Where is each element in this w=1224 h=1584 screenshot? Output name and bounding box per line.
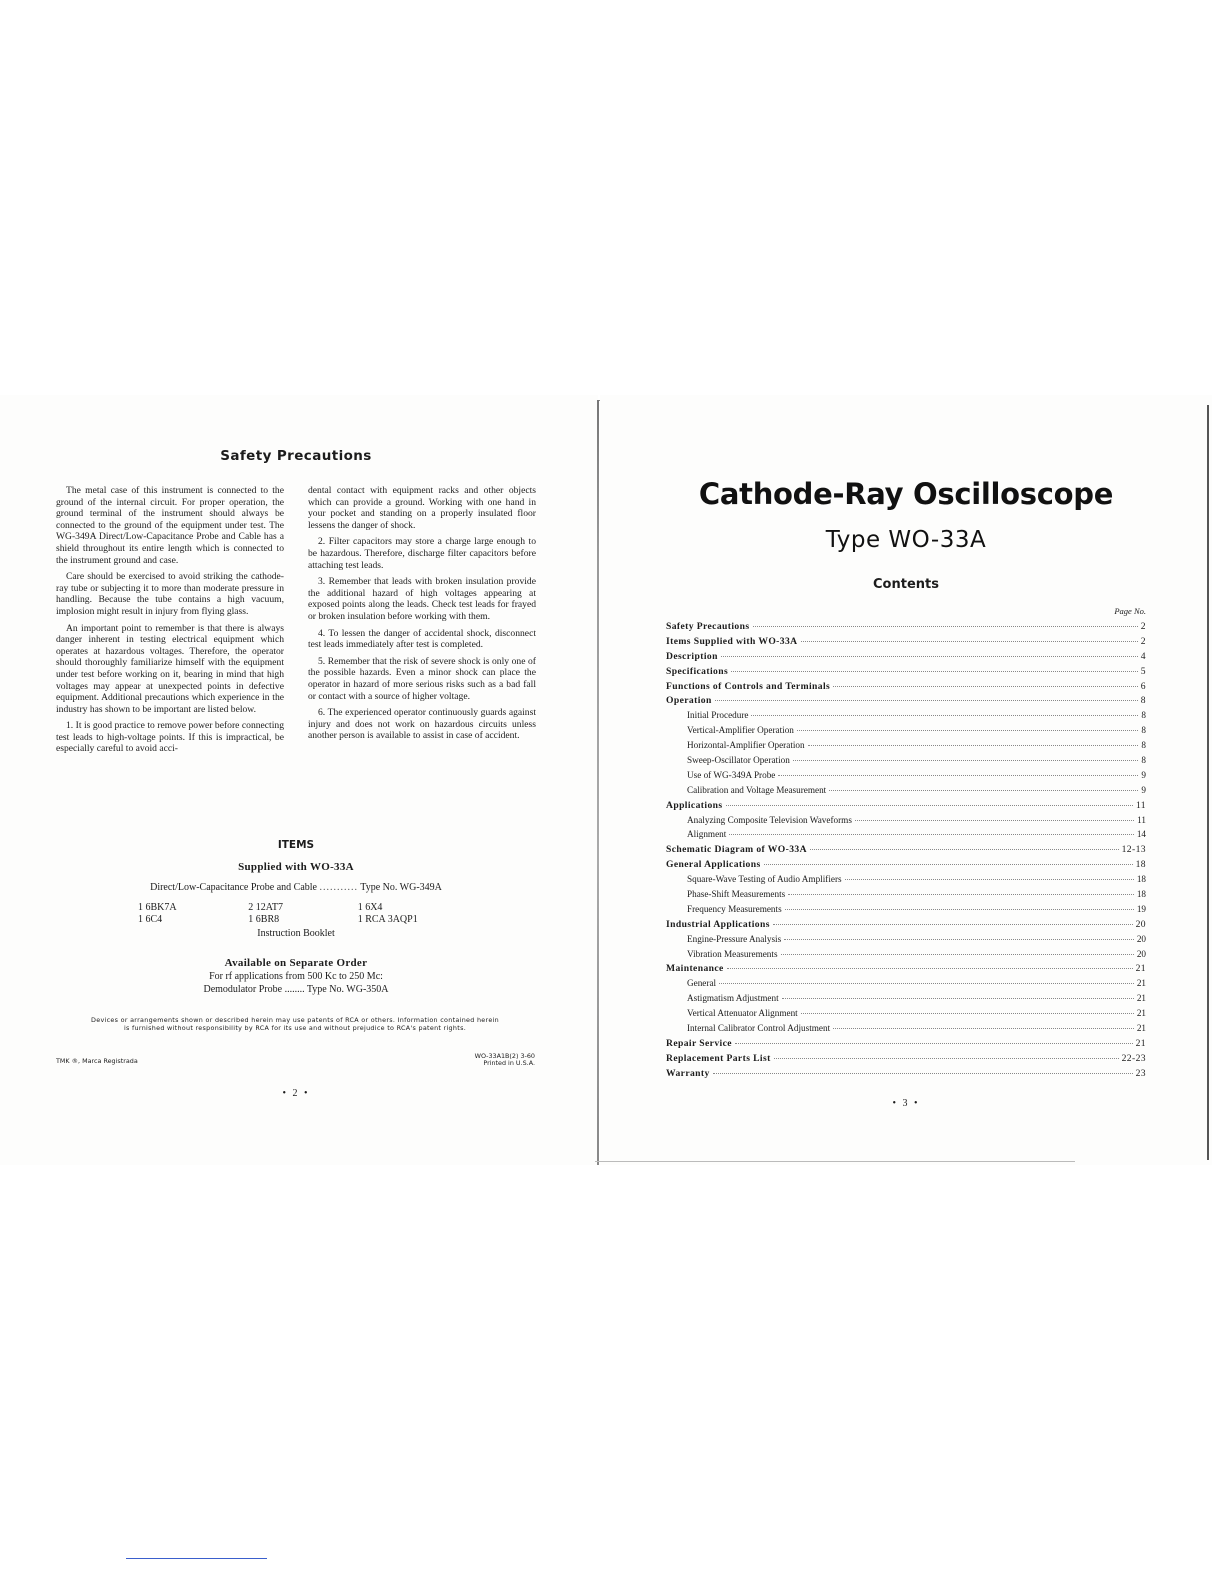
- toc-entry: [666, 963, 1146, 978]
- toc-entry: [666, 725, 1146, 740]
- toc-entry-page: 2: [1140, 635, 1146, 647]
- tube-list: [138, 902, 468, 926]
- page-no-header: Page No.: [1114, 606, 1146, 616]
- toc-entry-label: Sweep-Oscillator Operation: [687, 755, 790, 766]
- toc-entry-label: Schematic Diagram of WO-33A: [666, 844, 807, 856]
- toc-entry-label: Repair Service: [666, 1037, 732, 1049]
- tube-item: 1 6C4: [138, 914, 163, 925]
- toc-entry: [666, 904, 1146, 919]
- document-title: Cathode-Ray Oscilloscope: [698, 477, 1114, 511]
- page-edge-right: [1207, 405, 1209, 1160]
- safety-paragraph: 2. Filter capacitors may store a charge large enough to be hazardous. Therefore, discharge filter capacitors before attaching test leads.: [308, 536, 536, 571]
- toc-entry-label: Engine-Pressure Analysis: [687, 933, 782, 944]
- toc-entry: [666, 889, 1146, 904]
- toc-entry: [666, 800, 1146, 815]
- toc-entry: [666, 740, 1146, 755]
- items-heading: ITEMS: [277, 839, 315, 851]
- toc-leader-dots: [785, 909, 1134, 910]
- toc-entry-page: 8: [1141, 740, 1146, 751]
- toc-entry: [666, 1053, 1146, 1068]
- toc-entry: [666, 919, 1146, 934]
- toc-entry: [666, 993, 1146, 1008]
- toc-leader-dots: [833, 686, 1138, 687]
- toc-leader-dots: [833, 1028, 1134, 1029]
- safety-paragraph: 4. To lessen the danger of accidental shock, disconnect test leads immediately after test is completed.: [308, 627, 536, 651]
- safety-precautions-heading: Safety Precautions: [220, 448, 372, 464]
- toc-leader-dots: [764, 864, 1133, 865]
- toc-entry-page: 18: [1135, 859, 1146, 871]
- toc-entry: [666, 1008, 1146, 1023]
- toc-entry: [666, 770, 1146, 785]
- safety-paragraph: The metal case of this instrument is connected to the ground of the internal circuit. For proper operation, the ground terminal of the instrument should always be connected to the ground of the equipment under test. The WG-349A Direct/Low-Capacitance Probe and Cable has a shield throughout its entire length which is connected to the instrument ground and case.: [56, 485, 284, 566]
- items-section: [0, 839, 592, 893]
- toc-leader-dots: [726, 805, 1133, 806]
- toc-entry-label: Use of WG-349A Probe: [687, 769, 776, 780]
- toc-entry-label: General: [687, 978, 717, 989]
- toc-entry: [666, 710, 1146, 725]
- probe-label: Direct/Low-Capacitance Probe and Cable: [150, 882, 317, 893]
- toc-entry-page: 18: [1136, 889, 1146, 900]
- toc-leader-dots: [781, 954, 1134, 955]
- toc-entry-label: Functions of Controls and Terminals: [666, 680, 831, 692]
- toc-leader-dots: [753, 626, 1138, 627]
- toc-entry-page: 8: [1140, 695, 1146, 707]
- toc-leader-dots: [774, 1058, 1119, 1059]
- page-fold: [597, 400, 599, 1165]
- toc-entry: [666, 1068, 1146, 1083]
- toc-entry-label: Operation: [666, 695, 712, 707]
- toc-leader-dots: [808, 745, 1139, 746]
- toc-entry-label: Safety Precautions: [666, 621, 750, 632]
- toc-leader-dots: [845, 879, 1134, 880]
- toc-entry-label: Industrial Applications: [666, 918, 770, 930]
- safety-paragraph: Care should be exercised to avoid striking the cathode-ray tube or subjecting it to more than moderate pressure in handling. Because the tube contains a high vacuum, implosion might result in injury from flying glass.: [56, 571, 284, 617]
- toc-entry-page: 21: [1136, 993, 1146, 1004]
- toc-entry: [666, 859, 1146, 874]
- toc-leader-dots: [719, 983, 1134, 984]
- toc-entry: [666, 829, 1146, 844]
- toc-entry-page: 21: [1136, 978, 1146, 989]
- toc-entry-page: 4: [1140, 650, 1146, 662]
- toc-entry: [666, 1023, 1146, 1038]
- toc-entry: [666, 695, 1146, 710]
- toc-leader-dots: [731, 671, 1138, 672]
- toc-entry-label: Calibration and Voltage Measurement: [687, 784, 827, 795]
- contents-heading: Contents: [873, 577, 939, 592]
- toc-entry-page: 14: [1136, 829, 1146, 840]
- tube-item: 1 6X4: [357, 902, 383, 913]
- toc-entry: [666, 636, 1146, 651]
- toc-entry-page: 6: [1140, 680, 1146, 692]
- toc-entry-label: Specifications: [666, 665, 729, 677]
- toc-entry-label: Description: [666, 650, 718, 662]
- toc-entry-label: Initial Procedure: [687, 710, 749, 721]
- separate-order-line: For rf applications from 500 Kc to 250 Mc:: [209, 971, 383, 982]
- toc-entry: [666, 785, 1146, 800]
- trademark-note: TMK ®, Marca Registrada: [56, 1057, 138, 1065]
- toc-entry-page: 20: [1136, 933, 1146, 944]
- underline-mark: [126, 1558, 267, 1559]
- tube-item: 1 6BK7A: [138, 902, 177, 913]
- toc-leader-dots: [788, 894, 1134, 895]
- toc-leader-dots: [715, 700, 1138, 701]
- toc-entry: [666, 978, 1146, 993]
- toc-entry-label: Phase-Shift Measurements: [687, 889, 786, 900]
- page-left: [0, 395, 598, 1165]
- toc-entry-label: General Applications: [666, 859, 761, 871]
- instruction-booklet-item: Instruction Booklet: [257, 928, 335, 939]
- toc-leader-dots: [782, 998, 1134, 999]
- toc-entry-page: 2: [1140, 621, 1146, 632]
- safety-paragraph: An important point to remember is that there is always danger inherent in testing electrical equipment which operates at hazardous voltages. Therefore, the operator should thoroughly familiarize himself with the equipment under test before working on it, bearing in mind that high voltages may appear at unexpected points in defective equipment. Additional precautions which experience in the industry has shown to be important are listed below.: [56, 622, 284, 715]
- safety-column-2: [308, 485, 536, 747]
- toc-entry-page: 8: [1141, 725, 1146, 736]
- toc-leader-dots: [855, 820, 1134, 821]
- toc-entry: [666, 621, 1146, 636]
- toc-entry-label: Vertical-Amplifier Operation: [687, 725, 794, 736]
- toc-entry-label: Maintenance: [666, 963, 724, 975]
- toc-entry-label: Analyzing Composite Television Waveforms: [687, 814, 852, 825]
- toc-entry-page: 20: [1135, 918, 1146, 930]
- toc-entry-page: 5: [1140, 665, 1146, 677]
- toc-entry: [666, 934, 1146, 949]
- toc-entry-page: 11: [1137, 814, 1146, 825]
- document-code-number: WO-33A1B(2) 3-60: [474, 1052, 535, 1060]
- table-of-contents: [666, 621, 1146, 1083]
- document-subtitle: Type WO-33A: [825, 527, 987, 553]
- toc-entry-page: 21: [1135, 963, 1146, 975]
- toc-entry-label: Replacement Parts List: [666, 1052, 771, 1064]
- toc-entry: [666, 681, 1146, 696]
- toc-entry-label: Frequency Measurements: [687, 903, 782, 914]
- toc-leader-dots: [829, 790, 1138, 791]
- toc-entry-page: 22-23: [1121, 1052, 1146, 1064]
- toc-entry-page: 23: [1135, 1067, 1146, 1079]
- toc-leader-dots: [735, 1043, 1133, 1044]
- toc-entry-page: 21: [1136, 1008, 1146, 1019]
- toc-entry-page: 20: [1136, 948, 1146, 959]
- toc-leader-dots: [797, 730, 1139, 731]
- toc-entry-page: 8: [1141, 710, 1146, 721]
- tube-row: [138, 902, 468, 914]
- tube-item: 2 12AT7: [248, 902, 284, 913]
- toc-entry: [666, 755, 1146, 770]
- toc-entry-page: 9: [1141, 784, 1146, 795]
- toc-entry-page: 21: [1135, 1037, 1146, 1049]
- toc-entry: [666, 874, 1146, 889]
- toc-entry-label: Internal Calibrator Control Adjustment: [687, 1023, 831, 1034]
- patent-notice: Devices or arrangements shown or described herein may use patents of RCA or others. Information contained herein is furnished without responsibility by RCA for its use and without prejudice to RCA's patent rights.: [91, 1016, 499, 1033]
- probe-leader: ...........: [319, 882, 358, 893]
- toc-entry-label: Vertical Attenuator Alignment: [687, 1008, 798, 1019]
- toc-entry-page: 18: [1136, 874, 1146, 885]
- toc-entry-page: 8: [1141, 755, 1146, 766]
- toc-entry-label: Warranty: [666, 1067, 710, 1079]
- toc-entry: [666, 666, 1146, 681]
- probe-item: [0, 882, 592, 893]
- toc-leader-dots: [751, 715, 1138, 716]
- toc-entry-page: 19: [1136, 903, 1146, 914]
- toc-leader-dots: [778, 775, 1138, 776]
- safety-paragraph: 1. It is good practice to remove power before connecting test leads to high-voltage points. If this is impractical, be especially careful to avoid acci-: [56, 720, 284, 755]
- document-spread: [0, 395, 1224, 1170]
- page-right: [600, 395, 1212, 1165]
- toc-entry: [666, 815, 1146, 830]
- tube-item: 1 RCA 3AQP1: [357, 914, 418, 925]
- tube-item: 1 6BR8: [248, 914, 280, 925]
- toc-leader-dots: [810, 849, 1119, 850]
- toc-entry: [666, 651, 1146, 666]
- toc-entry-label: Vibration Measurements: [687, 948, 778, 959]
- toc-entry-label: Alignment: [687, 829, 727, 840]
- document-code: [460, 1053, 535, 1068]
- separate-order-heading: Available on Separate Order: [224, 957, 368, 969]
- printed-in: Printed in U.S.A.: [483, 1059, 535, 1068]
- safety-paragraph: 6. The experienced operator continuously guards against injury and does not work on hazardous circuits unless another person is available to assist in case of accident.: [308, 707, 536, 742]
- toc-leader-dots: [713, 1073, 1133, 1074]
- toc-leader-dots: [801, 641, 1138, 642]
- page-number-left: • 2 •: [282, 1088, 310, 1099]
- toc-entry-page: 11: [1135, 799, 1146, 811]
- toc-entry: [666, 844, 1146, 859]
- toc-leader-dots: [784, 939, 1134, 940]
- toc-entry-label: Astigmatism Adjustment: [687, 993, 779, 1004]
- toc-leader-dots: [793, 760, 1139, 761]
- safety-paragraph: 5. Remember that the risk of severe shock is only one of the possible hazards. Even a minor shock can place the operator in hazard of more serious risks such as a bad fall or contact with a source of higher voltage.: [308, 655, 536, 702]
- toc-entry-label: Square-Wave Testing of Audio Amplifiers: [687, 874, 842, 885]
- toc-entry-page: 21: [1136, 1023, 1146, 1034]
- toc-entry-page: 9: [1141, 769, 1146, 780]
- toc-leader-dots: [729, 834, 1134, 835]
- page-edge-bottom: [595, 1161, 1075, 1162]
- separate-order-line: Demodulator Probe ........ Type No. WG-350A: [203, 984, 389, 995]
- safety-paragraph: 3. Remember that leads with broken insulation provide the additional hazard of high voltages appearing at exposed points along the leads. Check test leads for frayed or broken insulation before working with them.: [308, 576, 536, 622]
- toc-leader-dots: [727, 968, 1133, 969]
- toc-leader-dots: [801, 1013, 1134, 1014]
- safety-column-1: [56, 485, 284, 760]
- safety-paragraph: dental contact with equipment racks and other objects which can provide a ground. Working with one hand in your pocket and standing on a properly insulated floor lessens the danger of shock.: [308, 485, 536, 531]
- toc-entry-label: Applications: [666, 799, 723, 811]
- toc-entry-label: Horizontal-Amplifier Operation: [687, 740, 805, 751]
- tube-row: [138, 914, 468, 926]
- toc-entry: [666, 1038, 1146, 1053]
- page-number-right: • 3 •: [892, 1098, 920, 1109]
- toc-entry: [666, 949, 1146, 964]
- items-subheading: Supplied with WO-33A: [238, 861, 354, 873]
- toc-entry-page: 12-13: [1121, 844, 1146, 856]
- toc-leader-dots: [721, 656, 1138, 657]
- toc-entry-label: Items Supplied with WO-33A: [666, 635, 798, 647]
- toc-leader-dots: [773, 924, 1133, 925]
- probe-type: Type No. WG-349A: [360, 882, 442, 893]
